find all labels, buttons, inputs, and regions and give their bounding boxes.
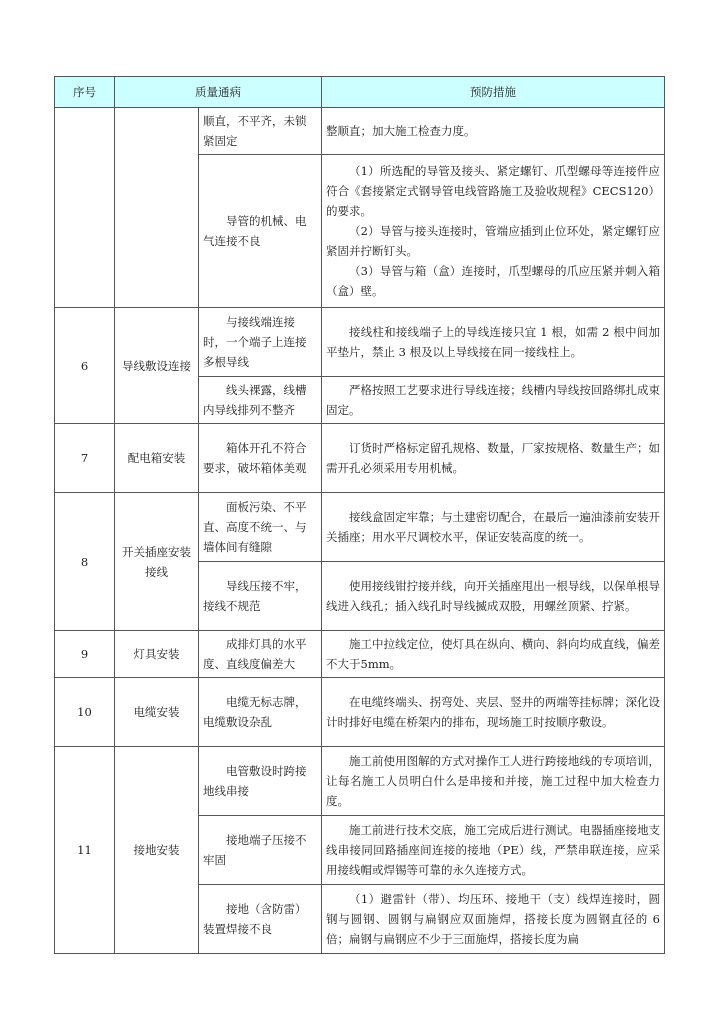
measure-cell: 施工前使用图解的方式对操作工人进行跨接地线的专项培训，让每名施工人员明白什么是串接和并接，施工过程中加大检查力度。 (322, 747, 665, 816)
issue-cell: 线头裸露，线槽内导线排列不整齐 (199, 377, 322, 424)
issue-cell: 与接线端连接时，一个端子上连接多根导线 (199, 308, 322, 377)
table-row (55, 747, 665, 816)
row-item: 灯具安装 (115, 631, 199, 678)
header-item: 质量通病 (115, 77, 322, 108)
issue-cell: 导管的机械、电气连接不良 (199, 155, 322, 308)
row-num: 9 (55, 631, 115, 678)
table-row (55, 308, 665, 377)
measure-cell: 使用接线钳拧接并线，向开关插座甩出一根导线，以保单根导线进入线孔；插入线孔时导线揻成双股，用螺丝顶紧、拧紧。 (322, 562, 665, 631)
header-measure: 预防措施 (322, 77, 665, 108)
issue-cell: 顺直，不平齐，未锁紧固定 (199, 108, 322, 155)
measure-cell: （1）避雷针（带）、均压环、接地干（支）线焊连接时，圆钢与圆钢、圆钢与扁钢应双面施焊，搭接长度为圆钢直径的 6 倍；扁钢与扁钢应不少于三面施焊，搭接长度为扁 (322, 885, 665, 954)
measure-cell: 严格按照工艺要求进行导线连接；线槽内导线按回路绑扎成束固定。 (322, 377, 665, 424)
header-num: 序号 (55, 77, 115, 108)
table-row (55, 424, 665, 493)
issue-cell: 电管敷设时跨接地线串接 (199, 747, 322, 816)
measure-cell: （1）所选配的导管及接头、紧定螺钉、爪型螺母等连接件应符合《套接紧定式钢导管电线管路施工及验收规程》CECS120）的要求。 （2）导管与接头连接时，管端应插到止位环处，紧定螺钉应紧固并拧断钉头。 （3）导管与箱（盒）连接时，爪型螺母的爪应压紧并刺入箱（盒）壁。 (322, 155, 665, 308)
measure-cell: 施工前进行技术交底，施工完成后进行测试。电器插座接地支线串接同回路插座间连接的接地（PE）线，严禁串联连接，应采用接线帽或焊锡等可靠的永久连接方式。 (322, 816, 665, 885)
row-item-cell (115, 108, 199, 308)
row-num: 6 (55, 308, 115, 424)
measure-cell: 订货时严格标定留孔规格、数量，厂家按规格、数量生产；如需开孔必须采用专用机械。 (322, 424, 665, 493)
row-num: 11 (55, 747, 115, 954)
issue-cell: 面板污染、不平直、高度不统一、与墙体间有缝隙 (199, 493, 322, 562)
issue-cell: 接地端子压接不牢固 (199, 816, 322, 885)
measure-cell: 在电缆终端头、拐弯处、夹层、竖井的两端等挂标牌；深化设计时排好电缆在桥架内的排布，现场施工时按顺序敷设。 (322, 678, 665, 747)
row-item: 接地安装 (115, 747, 199, 954)
row-item: 开关插座安装接线 (115, 493, 199, 631)
row-num: 10 (55, 678, 115, 747)
row-item: 电缆安装 (115, 678, 199, 747)
measure-cell: 整顺直；加大施工检查力度。 (322, 108, 665, 155)
issue-cell: 箱体开孔不符合要求，破坏箱体美观 (199, 424, 322, 493)
table-row (55, 493, 665, 562)
row-item: 配电箱安装 (115, 424, 199, 493)
measure-cell: 接线盒固定牢靠；与土建密切配合，在最后一遍油漆前安装开关插座；用水平尺调校水平，保证安装高度的统一。 (322, 493, 665, 562)
issue-cell: 成排灯具的水平度、直线度偏差大 (199, 631, 322, 678)
quality-defects-table (54, 76, 665, 954)
table-row (55, 631, 665, 678)
measure-cell: 施工中拉线定位，使灯具在纵向、横向、斜向均成直线，偏差不大于5mm。 (322, 631, 665, 678)
issue-cell: 接地（含防雷）装置焊接不良 (199, 885, 322, 954)
issue-cell: 导线压接不牢，接线不规范 (199, 562, 322, 631)
issue-cell: 电缆无标志牌，电缆敷设杂乱 (199, 678, 322, 747)
table-row (55, 678, 665, 747)
table-header-row (55, 77, 665, 108)
row-num: 7 (55, 424, 115, 493)
row-item: 导线敷设连接 (115, 308, 199, 424)
measure-cell: 接线柱和接线端子上的导线连接只宜 1 根，如需 2 根中间加平垫片，禁止 3 根及以上导线接在同一接线柱上。 (322, 308, 665, 377)
row-num-cell (55, 108, 115, 308)
row-num: 8 (55, 493, 115, 631)
table-row (55, 108, 665, 155)
